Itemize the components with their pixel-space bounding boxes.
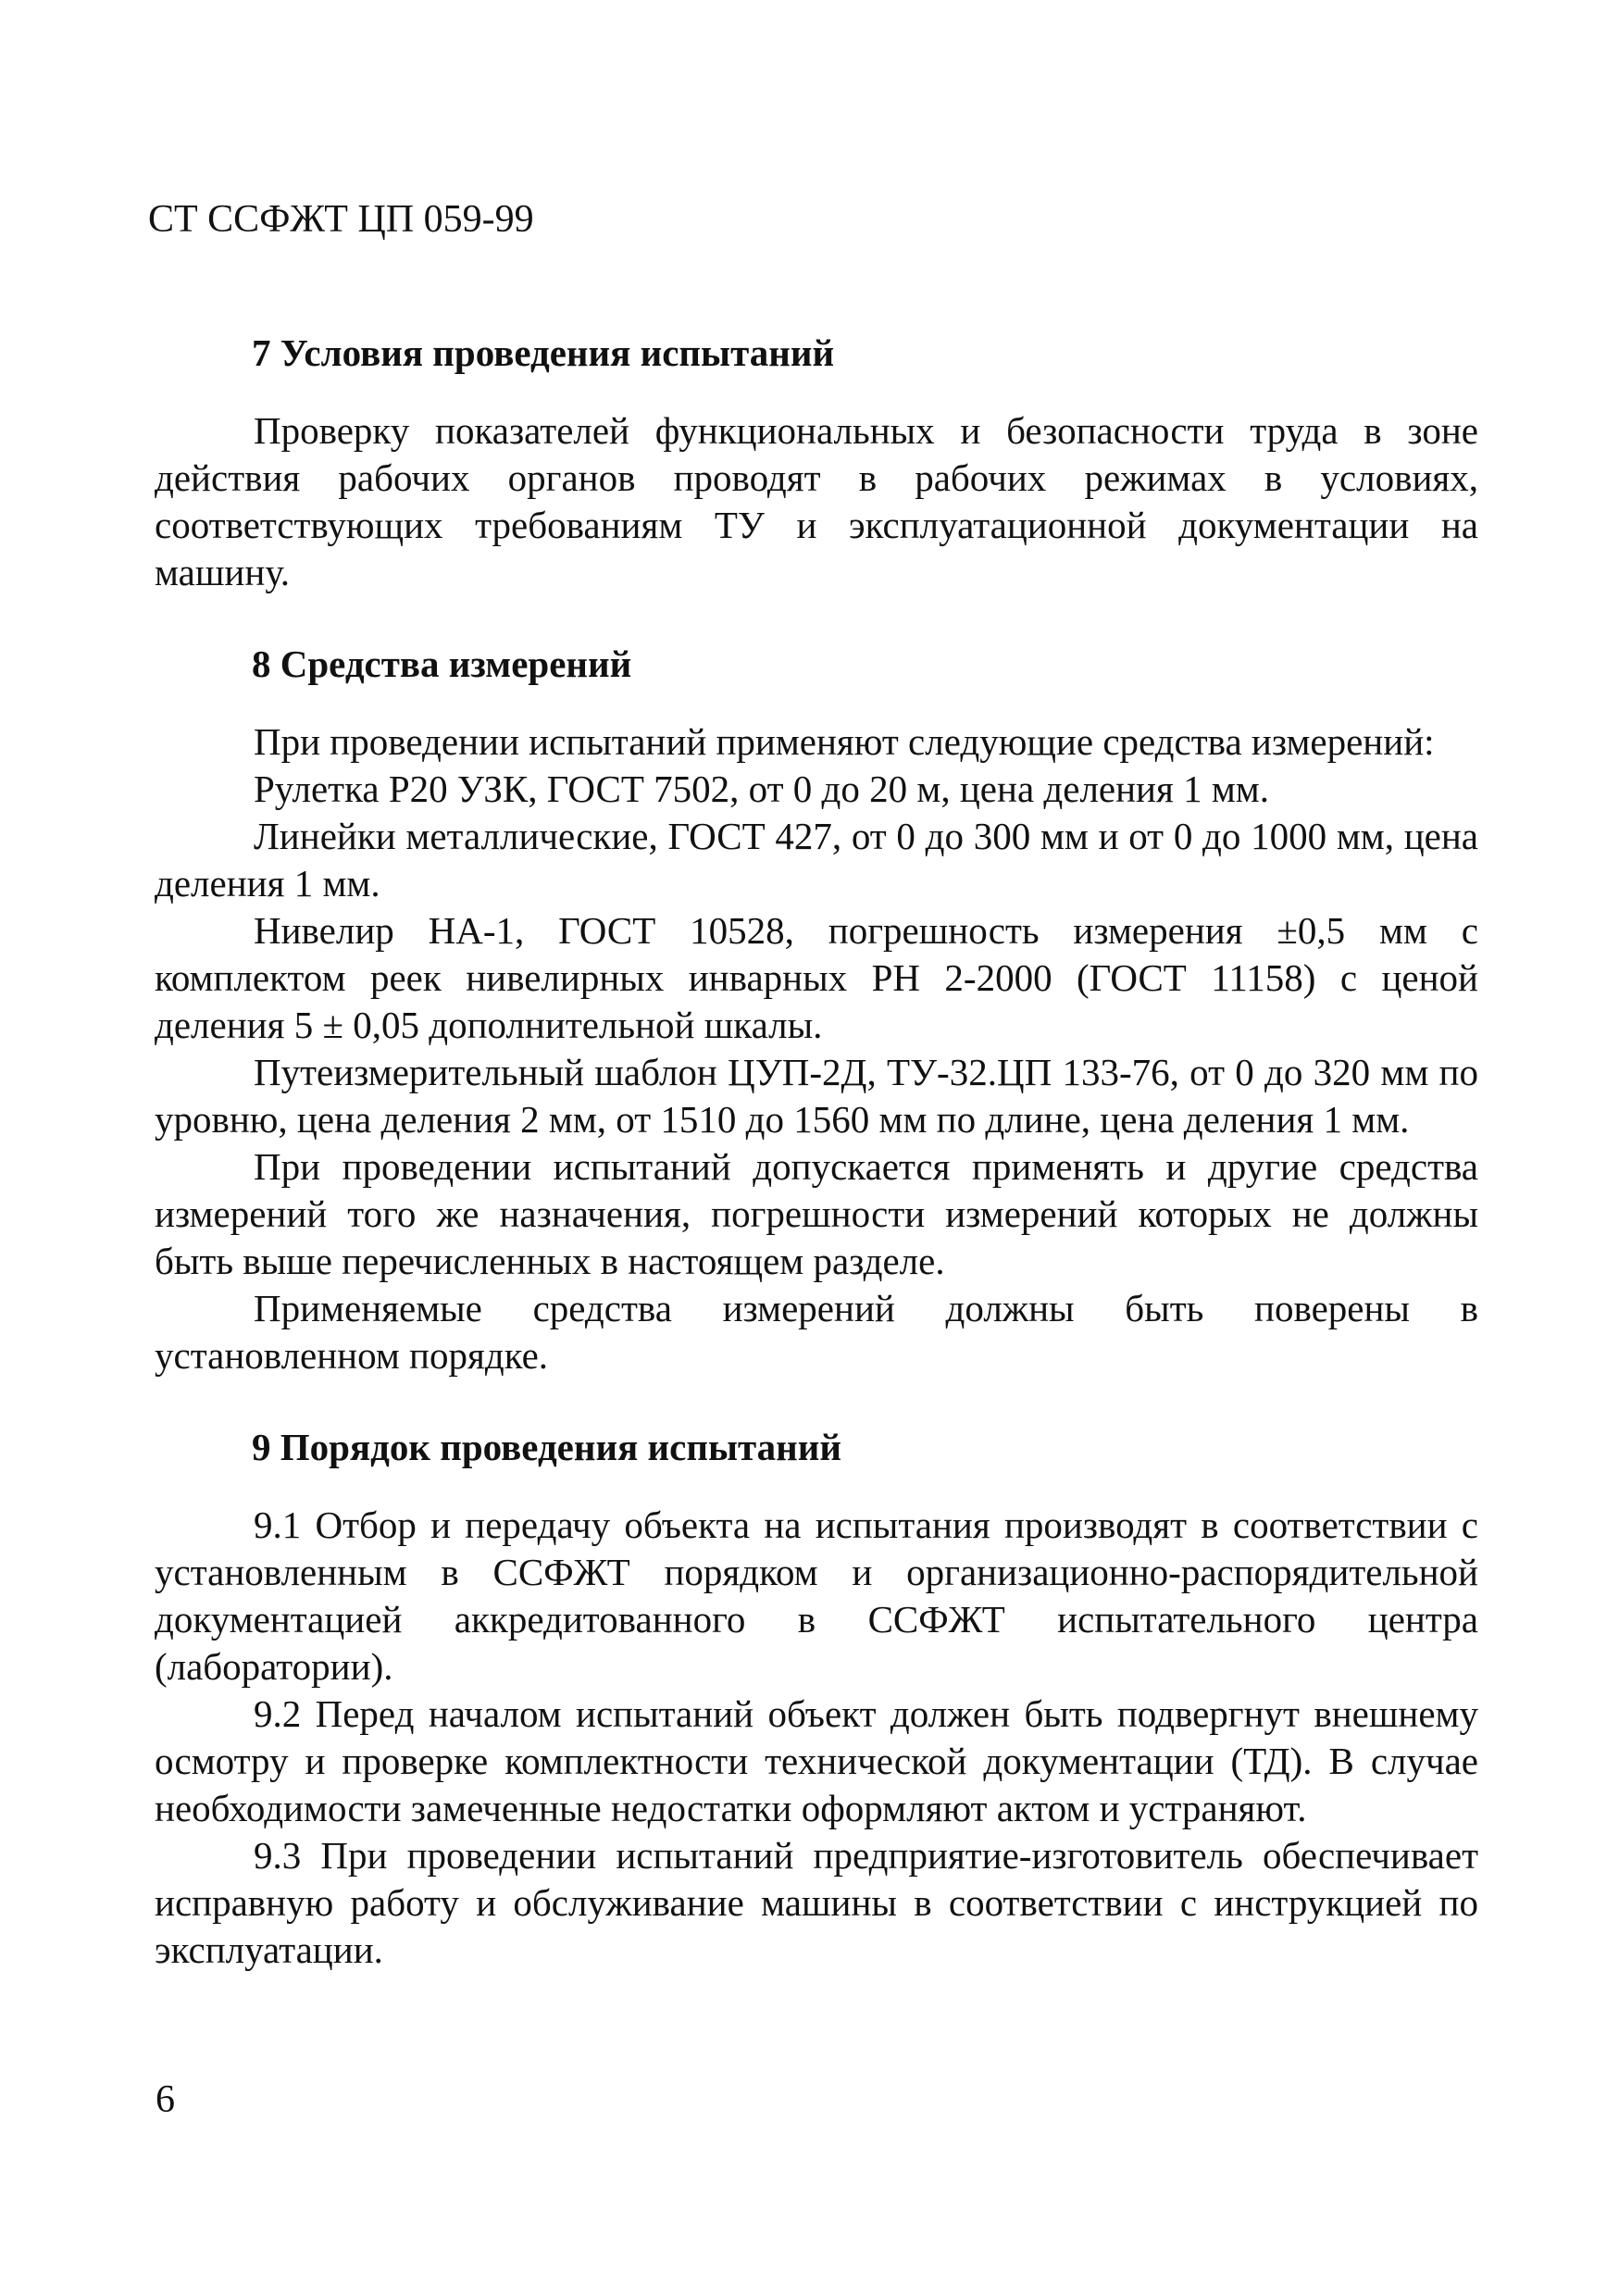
section-7-test-conditions [155, 330, 1478, 596]
paragraph: 9.2 Перед началом испытаний объект должен быть подвергнут внешнему осмотру и проверке комплектности технической документации (ТД). В случае необходимости замеченные недостатки оформляют актом и устраняют. [155, 1692, 1478, 1829]
paragraph: Рулетка Р20 УЗК, ГОСТ 7502, от 0 до 20 м, цена деления 1 мм. [254, 767, 1269, 810]
section-heading: 9 Порядок проведения испытаний [252, 1426, 842, 1468]
paragraph: При проведении испытаний допускается применять и другие средства измерений того же назначения, погрешности измерений которых не должны быть выше перечисленных в настоящем разделе. [155, 1145, 1478, 1282]
paragraph: Проверку показателей функциональных и безопасности труда в зоне действия рабочих органов проводят в рабочих режимах в условиях, соответствующих требованиям ТУ и эксплуатационной документации на машину. [155, 409, 1478, 593]
paragraph: 9.1 Отбор и передачу объекта на испытания производят в соответствии с установленным в ССФЖТ порядком и организационно-распорядительной документацией аккредитованного в ССФЖТ испытательного центра (лаборатории). [155, 1504, 1478, 1688]
document-code: СТ ССФЖТ ЦП 059-99 [148, 198, 534, 241]
section-heading: 8 Средства измерений [252, 643, 632, 685]
paragraph: Путеизмерительный шаблон ЦУП-2Д, ТУ-32.ЦП 133-76, от 0 до 320 мм по уровню, цена деления 2 мм, от 1510 до 1560 мм по длине, цена деления 1 мм. [155, 1051, 1478, 1141]
page-number: 6 [156, 2078, 175, 2121]
paragraph: 9.3 При проведении испытаний предприятие-изготовитель обеспечивает исправную работу и обслуживание машины в соответствии с инструкцией по эксплуатации. [155, 1834, 1478, 1971]
section-8-measuring-instruments [155, 641, 1478, 1379]
document-body [155, 330, 1478, 2018]
paragraph: Нивелир НА-1, ГОСТ 10528, погрешность измерения ±0,5 мм с комплектом реек нивелирных инварных РН 2-2000 (ГОСТ 11158) с ценой деления 5 ± 0,05 дополнительной шкалы. [155, 909, 1478, 1046]
paragraph: При проведении испытаний применяют следующие средства измерений: [254, 720, 1435, 763]
paragraph: Линейки металлические, ГОСТ 427, от 0 до 300 мм и от 0 до 1000 мм, цена деления 1 мм. [155, 815, 1478, 905]
section-heading: 7 Условия проведения испытаний [252, 331, 835, 374]
paragraph: Применяемые средства измерений должны быть поверены в установленном порядке. [155, 1287, 1478, 1377]
section-9-test-procedure [155, 1424, 1478, 1974]
